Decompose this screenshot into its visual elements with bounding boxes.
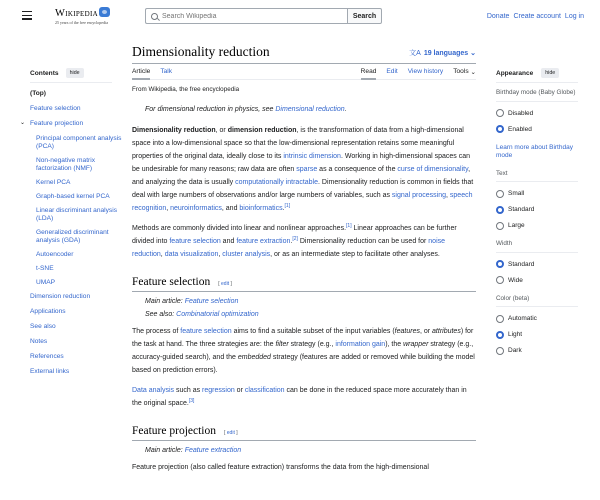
radio-circle bbox=[496, 109, 504, 117]
radio-label: Small bbox=[508, 190, 525, 197]
tab-talk[interactable]: Talk bbox=[160, 68, 173, 75]
link-data-analysis[interactable]: Data analysis bbox=[132, 387, 175, 394]
toc-item-feature-selection[interactable]: Feature selection bbox=[30, 105, 81, 112]
radio-label: Disabled bbox=[508, 109, 534, 117]
page-title: Dimensionality reduction bbox=[132, 44, 270, 59]
toc-hide-button[interactable]: hide bbox=[66, 68, 84, 78]
hatnote-text: For dimensional reduction in physics, see bbox=[145, 106, 276, 113]
link-cluster-analysis[interactable]: cluster analysis bbox=[222, 251, 271, 258]
link-signal-processing[interactable]: signal processing bbox=[391, 192, 447, 199]
main-article-link[interactable]: Feature extraction bbox=[184, 447, 242, 454]
toc-item-pca[interactable]: Principal component analysis (PCA) bbox=[36, 135, 122, 150]
user-links bbox=[487, 13, 584, 20]
toc-item-gda[interactable]: Generalized discriminant analysis (GDA) bbox=[36, 229, 109, 244]
language-count: 19 languages bbox=[423, 50, 469, 57]
logo-wordmark: Wikipedia bbox=[55, 8, 98, 19]
chevron-down-icon: ⌄ bbox=[470, 50, 476, 57]
site-tagline: From Wikipedia, the free encyclopedia bbox=[132, 86, 240, 93]
link-intrinsic-dimension[interactable]: intrinsic dimension bbox=[283, 153, 341, 160]
hatnote: For dimensional reduction in physics, see Dimensional reduction. bbox=[145, 106, 347, 113]
section-title: Feature projection bbox=[132, 425, 216, 437]
tab-read[interactable]: Read bbox=[361, 64, 377, 79]
color-label: Color (beta) bbox=[496, 295, 578, 308]
link-speech-recognition[interactable]: speech recognition bbox=[132, 192, 473, 212]
citation-1[interactable]: [1] bbox=[346, 223, 352, 229]
link-curse-of-dimensionality[interactable]: curse of dimensionality bbox=[397, 166, 469, 173]
radio-text-small[interactable] bbox=[496, 189, 578, 198]
feature-selection-paragraph-1: The process of feature selection aims to find a suitable subset of the input variables (features, or attributes) for the task at hand. The three strategies are: the filter strategy (e.g., information gain), the wrapper strategy (e.g., accuracy-guided search), and the embedded strategy (features are added or removed while building the model based on prediction errors). bbox=[132, 328, 475, 374]
main-article-prefix: Main article: bbox=[145, 447, 185, 454]
site-header bbox=[0, 0, 600, 34]
toc-item-dimension-reduction[interactable]: Dimension reduction bbox=[30, 293, 91, 300]
toc-item-tsne[interactable]: t-SNE bbox=[36, 265, 54, 272]
main-article-link[interactable]: Feature selection bbox=[184, 298, 239, 305]
link-bioinformatics[interactable]: bioinformatics bbox=[239, 205, 283, 212]
section-title: Feature selection bbox=[132, 276, 211, 288]
radio-circle-checked bbox=[496, 331, 504, 339]
radio-circle-checked bbox=[496, 125, 504, 133]
table-of-contents bbox=[20, 68, 125, 383]
link-regression[interactable]: regression bbox=[202, 387, 235, 394]
search-icon bbox=[151, 13, 158, 20]
see-also-link[interactable]: Combinatorial optimization bbox=[176, 311, 259, 318]
create-account-link[interactable]: Create account bbox=[513, 13, 561, 20]
appearance-hide-button[interactable]: hide bbox=[541, 68, 559, 78]
log-in-link[interactable]: Log in bbox=[564, 13, 584, 20]
toc-title: Contents bbox=[30, 69, 59, 77]
text-size-label: Text bbox=[496, 170, 578, 183]
main-article-note bbox=[132, 295, 476, 308]
section-edit: [ edit ] bbox=[223, 430, 238, 436]
link-classification[interactable]: classification bbox=[244, 387, 285, 394]
radio-circle bbox=[496, 222, 504, 230]
language-icon: 文A bbox=[409, 50, 421, 57]
logo-tagline: 25 years of the free encyclopedia bbox=[55, 20, 108, 25]
link-feature-extraction[interactable]: feature extraction bbox=[236, 238, 291, 245]
radio-circle bbox=[496, 315, 504, 323]
toc-item-graph-kernel-pca[interactable]: Graph-based kernel PCA bbox=[36, 193, 110, 200]
edit-link[interactable]: edit bbox=[226, 430, 235, 436]
main-article-note bbox=[132, 444, 476, 457]
donate-link[interactable]: Donate bbox=[486, 13, 510, 20]
language-button[interactable] bbox=[409, 48, 476, 58]
toc-item-autoencoder[interactable]: Autoencoder bbox=[36, 251, 74, 258]
section-heading-feature-selection bbox=[132, 276, 476, 292]
chevron-down-icon[interactable]: ⌄ bbox=[20, 120, 26, 126]
width-label: Width bbox=[496, 240, 578, 253]
section-edit: [ edit ] bbox=[218, 281, 232, 287]
link-data-visualization[interactable]: data visualization bbox=[164, 251, 219, 258]
toc-item-top[interactable]: (Top) bbox=[30, 90, 46, 97]
link-noise-reduction[interactable]: noise reduction bbox=[132, 238, 446, 258]
wikipedia-logo[interactable] bbox=[55, 7, 135, 27]
tab-edit[interactable]: Edit bbox=[386, 68, 398, 75]
tools-label: Tools bbox=[453, 68, 469, 75]
toc-item-feature-projection[interactable]: Feature projection bbox=[30, 120, 84, 127]
puzzle-globe-icon bbox=[99, 7, 110, 17]
lead-paragraph-2: Methods are commonly divided into linear and nonlinear approaches.[1] Linear approaches can be further divided into feature selection and feature extraction.[2] Dimensionality reduction can be used for noise reduction, data visualization, cluster analysis, or as an intermediate step to facilitate other analyses. bbox=[132, 223, 457, 258]
radio-width-standard[interactable] bbox=[496, 260, 578, 269]
link-feature-selection[interactable]: feature selection bbox=[169, 238, 221, 245]
radio-circle-checked bbox=[496, 260, 504, 268]
birthday-mode-label: Birthday mode (Baby Globe) bbox=[496, 89, 578, 102]
radio-label: Light bbox=[508, 331, 523, 338]
hatnote-link[interactable]: Dimensional reduction bbox=[275, 106, 345, 113]
toc-item-lda[interactable]: Linear discriminant analysis (LDA) bbox=[36, 207, 117, 222]
radio-label: Automatic bbox=[508, 315, 537, 322]
see-also-note bbox=[132, 308, 476, 321]
radio-circle bbox=[496, 190, 504, 198]
appearance-title: Appearance bbox=[496, 69, 534, 77]
radio-text-large[interactable] bbox=[496, 221, 578, 230]
radio-circle bbox=[496, 276, 504, 284]
radio-label: Dark bbox=[508, 347, 522, 354]
toc-item-applications[interactable]: Applications bbox=[30, 308, 66, 315]
lead-paragraph-1: Dimensionality reduction, or dimension reduction, is the transformation of data from a high-dimensional space into a low-dimensional space so that the low-dimensional representation retains some meaningful properties of the original data, ideally close to its intrinsic dimension. Working in high-dimensional spaces can be undesirable for many reasons; raw data are often sparse as a consequence of the curse of dimensionality, and analyzing the data is usually computationally intractable. Dimensionality reduction is common in fields that deal with large numbers of observations and/or large numbers of variables, such as signal processing, speech recognition, neuroinformatics, and bioinformatics.[1] bbox=[132, 127, 474, 212]
citation-2[interactable]: [2] bbox=[292, 236, 298, 242]
radio-birthday-enabled[interactable] bbox=[496, 125, 578, 134]
radio-circle bbox=[496, 347, 504, 355]
toc-item-kernel-pca[interactable]: Kernel PCA bbox=[36, 179, 71, 186]
radio-color-automatic[interactable] bbox=[496, 314, 578, 323]
radio-label: Wide bbox=[508, 276, 523, 284]
feature-selection-paragraph-2: Data analysis such as regression or classification can be done in the reduced space more accurately than in the original space.[3] bbox=[132, 387, 467, 407]
citation-1[interactable]: [1] bbox=[284, 203, 291, 209]
search-form bbox=[145, 8, 382, 24]
radio-label: Standard bbox=[508, 260, 535, 268]
citation-3[interactable]: [3] bbox=[188, 398, 195, 404]
toc-item-see-also[interactable]: See also bbox=[30, 323, 56, 330]
feature-projection-text: Feature projection (also called feature extraction) transforms the data from the high-dimensional bbox=[132, 464, 429, 471]
radio-circle-checked bbox=[496, 206, 504, 214]
radio-birthday-disabled[interactable] bbox=[496, 109, 578, 118]
link-computationally-intractable[interactable]: computationally intractable bbox=[235, 179, 319, 186]
tab-article[interactable]: Article bbox=[132, 64, 150, 79]
radio-label: Standard bbox=[508, 206, 535, 213]
link-neuroinformatics[interactable]: neuroinformatics bbox=[170, 205, 222, 212]
toc-item-references[interactable]: References bbox=[30, 353, 64, 360]
appearance-panel bbox=[496, 68, 578, 355]
main-menu-icon[interactable] bbox=[22, 11, 32, 20]
tools-dropdown[interactable] bbox=[453, 64, 476, 79]
radio-text-standard[interactable] bbox=[496, 205, 578, 214]
main-article-prefix: Main article: bbox=[145, 298, 185, 305]
radio-label: Large bbox=[508, 222, 525, 229]
link-sparse[interactable]: sparse bbox=[296, 166, 318, 173]
toc-item-nmf[interactable]: Non-negative matrix factorization (NMF) bbox=[36, 157, 96, 172]
chevron-down-icon: ⌄ bbox=[470, 68, 476, 76]
feature-projection-paragraph bbox=[132, 461, 476, 474]
learn-more-birthday-link[interactable]: Learn more about Birthday mode bbox=[496, 143, 573, 159]
radio-color-light[interactable] bbox=[496, 330, 578, 339]
see-also-prefix: See also: bbox=[145, 311, 177, 318]
search-button[interactable]: Search bbox=[347, 8, 382, 24]
toc-item-notes[interactable]: Notes bbox=[30, 338, 48, 345]
link-information-gain[interactable]: information gain bbox=[335, 341, 386, 348]
search-input[interactable] bbox=[162, 13, 332, 20]
link-feature-selection[interactable]: feature selection bbox=[180, 328, 232, 335]
radio-color-dark[interactable] bbox=[496, 346, 578, 355]
tab-view-history[interactable]: View history bbox=[407, 68, 444, 75]
toc-item-umap[interactable]: UMAP bbox=[36, 279, 56, 286]
radio-width-wide[interactable] bbox=[496, 276, 578, 285]
radio-label: Enabled bbox=[508, 125, 532, 133]
section-heading-feature-projection bbox=[132, 425, 476, 441]
search-box[interactable] bbox=[145, 8, 347, 24]
article-content bbox=[132, 44, 476, 481]
toc-item-external-links[interactable]: External links bbox=[30, 368, 70, 375]
edit-link[interactable]: edit bbox=[221, 281, 230, 287]
